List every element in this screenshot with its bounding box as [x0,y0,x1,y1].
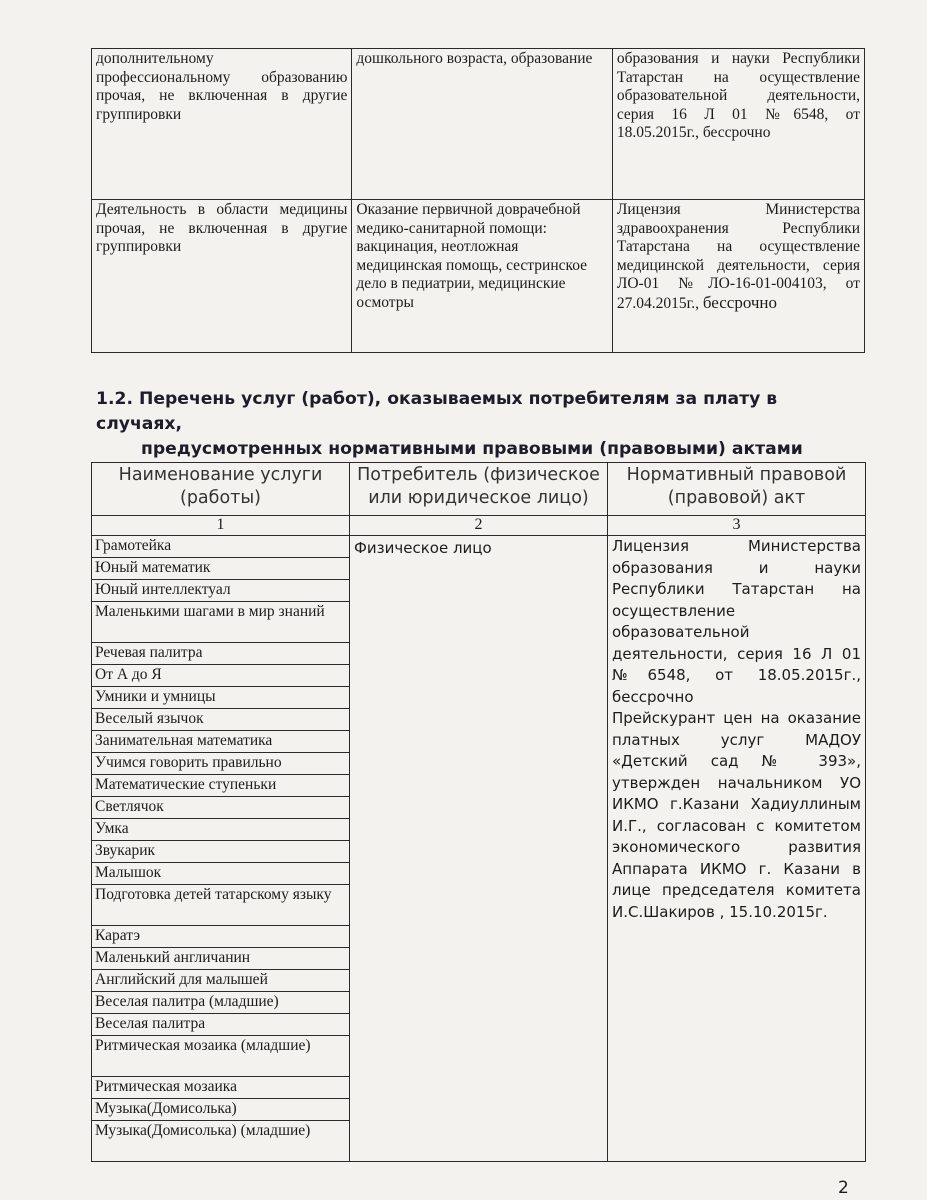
service-name: Каратэ [92,926,350,948]
act-price-list: Прейскурант цен на оказание платных услуг МАДОУ «Детский сад № 393», утвержден начальником УО ИКМО г.Казани Хадиуллиным И.Г., согласован с комитетом экономического развития Аппарата ИКМО г. Казани в лице председателя комитета И.С.Шакиров , 15.10.2015г. [612,709,861,921]
header-legal-act: Нормативный правовой (правовой) акт [608,463,866,516]
section-heading [96,387,856,462]
service-name: Умка [92,819,350,841]
license-cell: образования и науки Республики Татарстан на осуществление образовательной деятельности, серия 16 Л 01 №6548, от 18.05.2015г., бессрочно [612,49,864,200]
service-name: От А до Я [92,665,350,687]
header-service-name: Наименование услуги (работы) [92,463,350,516]
header-row [92,463,866,516]
column-number-row [92,516,866,536]
service-name: Подготовка детей татарскому языку [92,885,350,926]
service-name: Веселый язычок [92,709,350,731]
column-number: 3 [608,516,866,536]
service-name: Занимательная математика [92,731,350,753]
act-license: Лицензия Министерства образования и науки Республики Татарстан на осуществление образовательной деятельности, серия 16 Л 01 №6548, от 18.05.2015г., бессрочно [612,537,861,706]
activities-table [91,48,865,353]
paid-services-table [91,462,866,1162]
service-name: Грамотейка [92,536,350,558]
service-name: Учимся говорить правильно [92,753,350,775]
heading-line-2: предусмотренных нормативными правовыми (правовыми) актами [141,439,803,459]
license-tail: бессрочно [702,292,778,312]
page-number: 2 [838,1178,849,1198]
service-name: Веселая палитра [92,1014,350,1036]
service-name: Маленький англичанин [92,948,350,970]
service-name: Светлячок [92,797,350,819]
service-name: Малышок [92,863,350,885]
service-name: Умники и умницы [92,687,350,709]
services-cell: Оказание первичной доврачебной медико-санитарной помощи: вакцинация, неотложная медицинская помощь, сестринское дело в педиатрии, медицинские осмотры [352,200,612,353]
service-name: Английский для малышей [92,970,350,992]
license-text: Лицензия Министерства здравоохранения Республики Татарстана на осуществление медицинской деятельности, серия ЛО-01 №ЛО-16-01-004103, от 27.04.2015г., [616,201,860,312]
activity-cell: дополнительному профессиональному образованию прочая, не включенная в другие группировки [92,49,352,200]
service-name: Музыка(Домисолька) [92,1099,350,1121]
license-cell [612,200,864,353]
service-name: Юный интеллектуал [92,580,350,602]
service-name: Ритмическая мозаика (младшие) [92,1036,350,1077]
table-row [92,536,866,558]
service-name: Ритмическая мозаика [92,1077,350,1099]
service-name: Маленькими шагами в мир знаний [92,602,350,643]
column-number: 2 [350,516,608,536]
column-number: 1 [92,516,350,536]
legal-act-cell [608,536,866,1162]
table-row [92,200,865,353]
table-row [92,49,865,200]
service-name: Математические ступеньки [92,775,350,797]
service-name: Веселая палитра (младшие) [92,992,350,1014]
service-name: Звукарик [92,841,350,863]
consumer-cell: Физическое лицо [350,536,608,1162]
heading-line-1: 1.2. Перечень услуг (работ), оказываемых потребителям за плату в случаях, [96,389,778,434]
services-cell: дошкольного возраста, образование [352,49,612,200]
activity-cell: Деятельность в области медицины прочая, не включенная в другие группировки [92,200,352,353]
service-name: Речевая палитра [92,643,350,665]
header-consumer: Потребитель (физическое или юридическое лицо) [350,463,608,516]
service-name: Музыка(Домисолька) (младшие) [92,1121,350,1162]
service-name: Юный математик [92,558,350,580]
